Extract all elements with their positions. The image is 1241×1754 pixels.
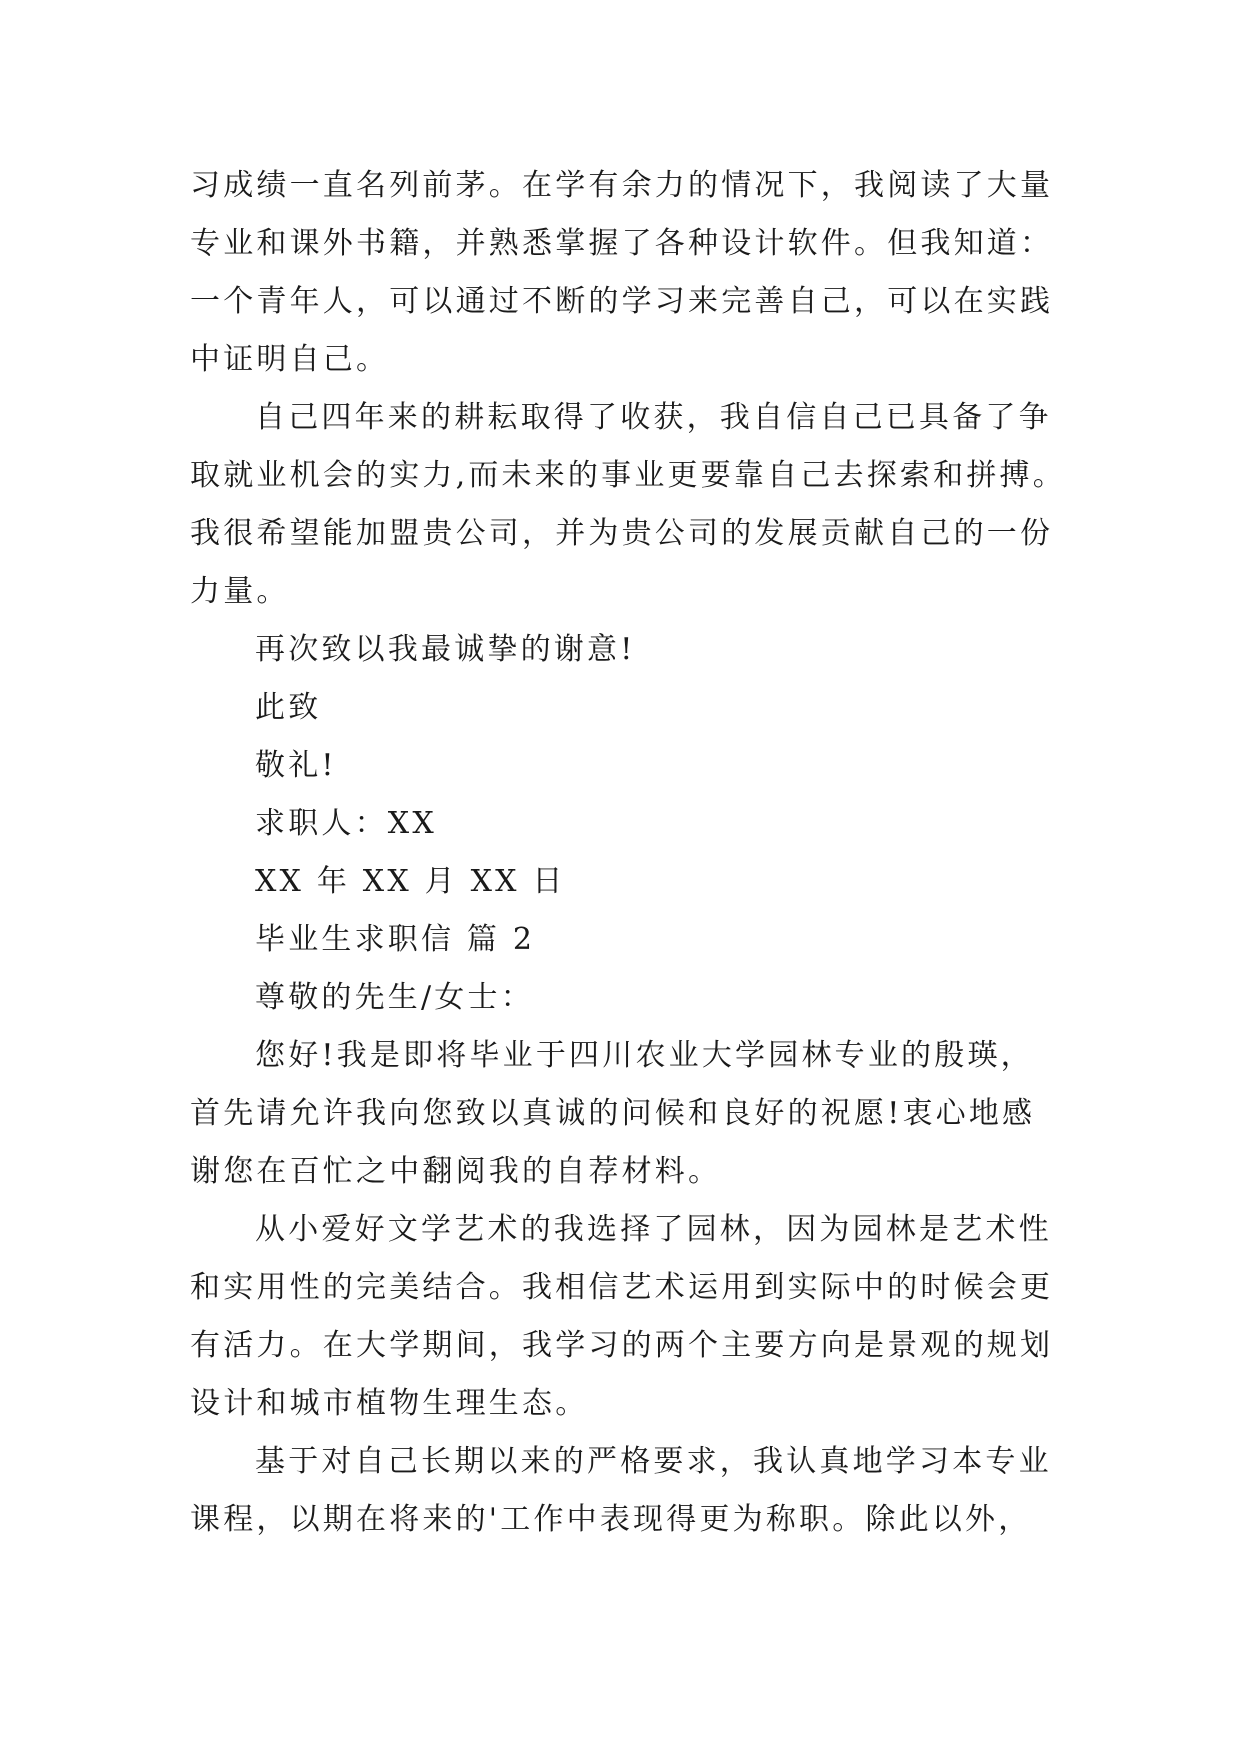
section-heading: 毕业生求职信 篇 2: [255, 922, 536, 957]
paragraph-line: 有活力。在大学期间，我学习的两个主要方向是景观的规划: [190, 1328, 1054, 1363]
closing-line: 再次致以我最诚挚的谢意!: [255, 632, 636, 667]
paragraph-line: 和实用性的完美结合。我相信艺术运用到实际中的时候会更: [190, 1270, 1054, 1305]
paragraph-line: 自己四年来的耕耘取得了收获，我自信自己已具备了争: [255, 400, 1052, 435]
paragraph-line: 我很希望能加盟贵公司，并为贵公司的发展贡献自己的一份: [190, 516, 1054, 551]
closing-line: 敬礼!: [255, 748, 337, 783]
paragraph-line: 您好!我是即将毕业于四川农业大学园林专业的殷瑛，: [255, 1038, 1034, 1073]
paragraph-line: 基于对自己长期以来的严格要求，我认真地学习本专业: [255, 1444, 1052, 1479]
date-line: XX 年 XX 月 XX 日: [255, 864, 566, 899]
paragraph-line: 力量。: [190, 574, 290, 609]
paragraph-line: 课程，以期在将来的'工作中表现得更为称职。除此以外，: [190, 1502, 1032, 1537]
paragraph-line: 专业和课外书籍，并熟悉掌握了各种设计软件。但我知道：: [190, 226, 1054, 261]
salutation-line: 尊敬的先生/女士：: [255, 980, 534, 1015]
paragraph-line: 设计和城市植物生理生态。: [190, 1386, 589, 1421]
paragraph-line: 取就业机会的实力,而未来的事业更要靠自己去探索和拼搏。: [190, 458, 1066, 493]
paragraph-line: 从小爱好文学艺术的我选择了园林，因为园林是艺术性: [255, 1212, 1052, 1247]
paragraph-line: 首先请允许我向您致以真诚的问候和良好的祝愿!衷心地感: [190, 1096, 1036, 1131]
paragraph-line: 谢您在百忙之中翻阅我的自荐材料。: [190, 1154, 722, 1189]
paragraph-line: 一个青年人，可以通过不断的学习来完善自己，可以在实践: [190, 284, 1054, 319]
signature-line: 求职人：XX: [255, 806, 437, 841]
paragraph-line: 习成绩一直名列前茅。在学有余力的情况下，我阅读了大量: [190, 168, 1054, 203]
paragraph-line: 中证明自己。: [190, 342, 390, 377]
closing-line: 此致: [255, 690, 322, 725]
